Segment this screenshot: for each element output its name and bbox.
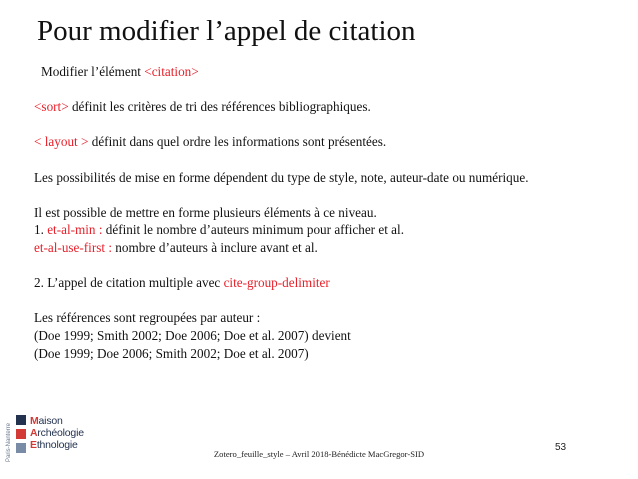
content-line-possibilities: Les possibilités de mise en forme dépendent du type de style, note, auteur-date ou numérique. xyxy=(34,169,529,185)
logo-wordmark xyxy=(30,415,84,451)
spacer xyxy=(34,292,630,310)
footer-text: Zotero_feuille_style – Avril 2018-Bénédicte MacGregor-SID xyxy=(213,449,425,459)
content-line-et-al-use-first xyxy=(34,239,630,257)
logo-line-maison: Maison xyxy=(30,415,63,427)
page-number: 53 xyxy=(555,442,567,453)
sort-description: définit les critères de tri des références bibliographiques. xyxy=(68,99,371,115)
spacer xyxy=(34,186,630,204)
layout-tag: < layout > xyxy=(34,134,89,150)
layout-description: définit dans quel ordre les informations sont présentées. xyxy=(88,134,387,150)
svg-text:Paris-Nanterre: Paris-Nanterre xyxy=(6,422,12,462)
content-line-citation xyxy=(34,63,630,81)
et-al-use-first-description: nombre d’auteurs à inclure avant et al. xyxy=(112,239,318,255)
content-line-layout xyxy=(34,133,630,151)
text-prefix: Modifier l’élément xyxy=(41,64,145,79)
logo-line-archeologie: Archéologie xyxy=(30,427,84,439)
spacer xyxy=(34,116,630,134)
list-number: 1. xyxy=(34,222,48,238)
slide-content xyxy=(34,63,630,362)
content-line-et-al-min xyxy=(34,221,630,239)
et-al-min-attr: et-al-min : xyxy=(47,222,103,238)
spacer xyxy=(34,257,630,275)
et-al-min-description: définit le nombre d’auteurs minimum pour afficher et al. xyxy=(102,222,404,238)
citation-tag: <citation> xyxy=(144,64,199,79)
cite-group-delimiter-attr: cite-group-delimiter xyxy=(223,275,330,291)
content-line-example-before: (Doe 1999; Smith 2002; Doe 2006; Doe et al. 2007) devient xyxy=(34,327,351,343)
content-line-sort xyxy=(34,98,630,116)
et-al-use-first-attr: et-al-use-first : xyxy=(34,239,112,255)
logo-line-ethnologie: Ethnologie xyxy=(30,439,78,451)
content-line-elements: Il est possible de mettre en forme plusieurs éléments à ce niveau. xyxy=(34,204,377,220)
content-line-cite-group xyxy=(34,274,630,292)
sort-tag: <sort> xyxy=(34,99,69,115)
spacer xyxy=(34,81,630,99)
cite-group-prefix: 2. L’appel de citation multiple avec xyxy=(34,275,224,291)
content-line-example-after: (Doe 1999; Doe 2006; Smith 2002; Doe et al. 2007) xyxy=(34,345,309,361)
content-line-grouped: Les références sont regroupées par auteur : xyxy=(34,310,261,326)
slide-title: Pour modifier l’appel de citation xyxy=(37,15,416,47)
spacer xyxy=(34,151,630,169)
